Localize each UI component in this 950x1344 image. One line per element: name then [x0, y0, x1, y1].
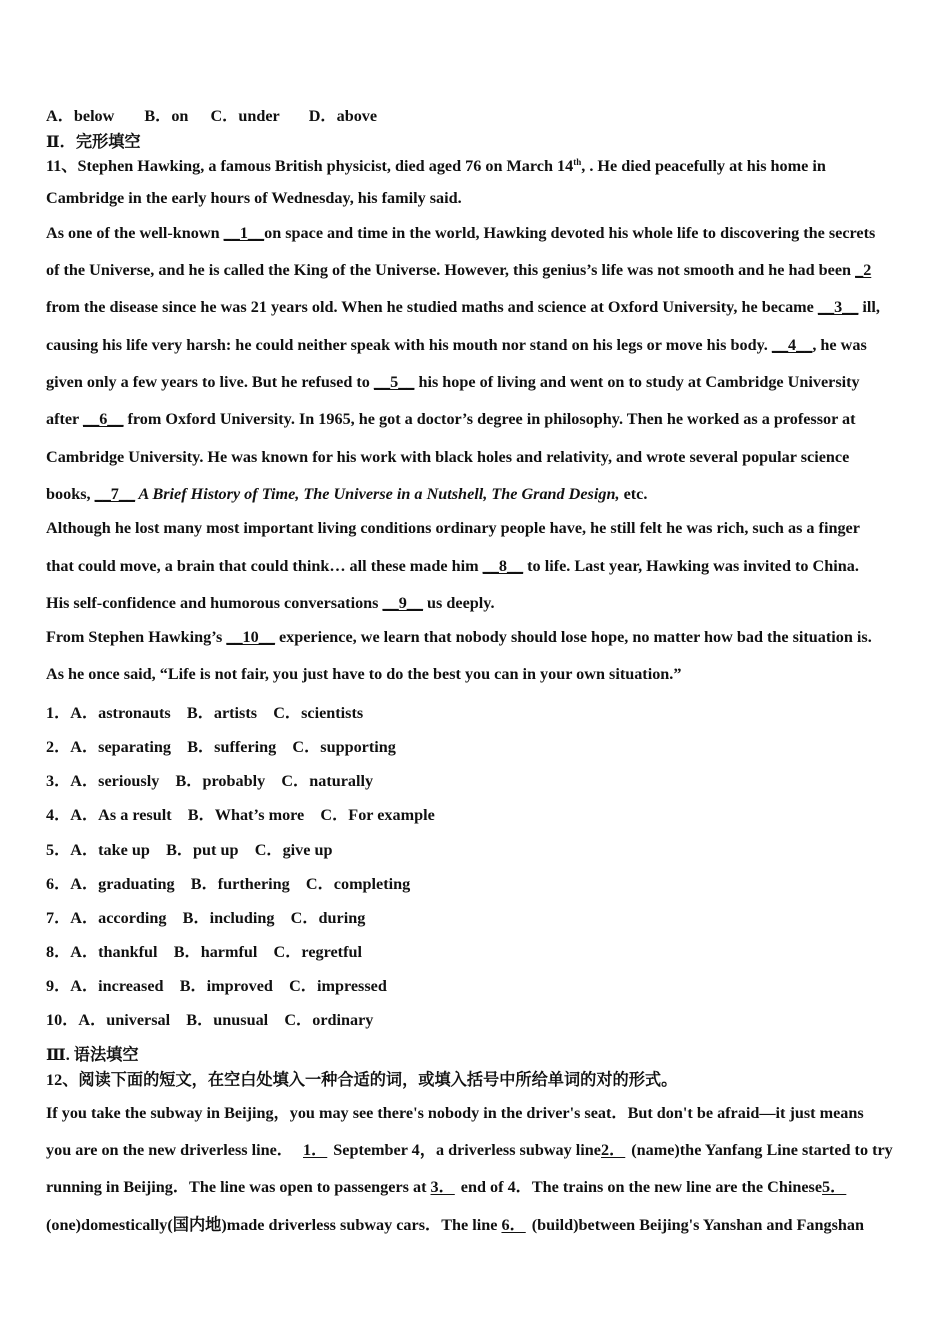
q12-blank-5: 5．: [822, 1178, 847, 1196]
option-c: C．under: [210, 107, 280, 125]
q12-passage-line: (one)domestically(国内地)made driverless subway cars．The line 6． (build)between Beijing's Yanshan and Fangshan: [46, 1216, 864, 1234]
blank-7: __7__: [94, 485, 136, 503]
passage-line: From Stephen Hawking’s __10__ experience, we learn that nobody should lose hope, no matter how bad the situation is.: [46, 628, 872, 646]
blank-8: __8__: [482, 557, 524, 575]
passage-line: As he once said, “Life is not fair, you just have to do the best you can in your own situation.”: [46, 665, 682, 683]
book-titles: A Brief History of Time, The Universe in a Nutshell, The Grand Design,: [135, 485, 620, 503]
blank-2: _2: [855, 261, 872, 279]
option-row-3: 3．A．seriously B．probably C．naturally: [46, 772, 374, 790]
blank-6: __6__: [83, 410, 124, 428]
passage-line: that could move, a brain that could think… all these made him __8__ to life. Last year, Hawking was invited to China.: [46, 557, 859, 575]
q12-blank-1: 1．: [303, 1141, 328, 1159]
option-row-10: 10．A．universal B．unusual C．ordinary: [46, 1011, 374, 1029]
section-3-heading: Ⅲ. 语法填空: [46, 1046, 139, 1064]
option-row-8: 8．A．thankful B．harmful C．regretful: [46, 943, 362, 961]
blank-1: __1__: [223, 224, 265, 242]
section-2-heading: Ⅱ．完形填空: [46, 133, 141, 151]
passage-line: causing his life very harsh: he could neither speak with his mouth nor stand on his legs or move his body. __4__, he was: [46, 336, 867, 354]
option-row-1: 1．A．astronauts B．artists C．scientists: [46, 704, 364, 722]
option-d: D．above: [308, 107, 378, 125]
passage-line: given only a few years to live. But he refused to __5__ his hope of living and went on to study at Cambridge University: [46, 373, 860, 391]
option-b: B．on: [144, 107, 189, 125]
blank-3: __3__: [817, 298, 859, 316]
passage-line: books, __7__ A Brief History of Time, The Universe in a Nutshell, The Grand Design, etc.: [46, 485, 648, 503]
option-row-9: 9．A．increased B．improved C．impressed: [46, 977, 387, 995]
q12-instructions: 12、阅读下面的短文，在空白处填入一种合适的词，或填入括号中所给单词的对的形式。: [46, 1071, 678, 1089]
option-row-5: 5．A．take up B．put up C．give up: [46, 841, 333, 859]
blank-10: __10__: [226, 628, 275, 646]
passage-line: from the disease since he was 21 years old. When he studied maths and science at Oxford University, he became __3__ ill,: [46, 298, 880, 316]
q11-intro-line1: 11、Stephen Hawking, a famous British physicist, died aged 76 on March 14th, . He died peacefully at his home in: [46, 157, 826, 175]
q12-passage-line: If you take the subway in Beijing，you may see there's nobody in the driver's seat．But don't be afraid—it just means: [46, 1104, 864, 1122]
q11-intro-line2: Cambridge in the early hours of Wednesday, his family said.: [46, 189, 462, 207]
passage-line: Although he lost many most important living conditions ordinary people have, he still felt he was rich, such as a finger: [46, 519, 860, 537]
option-row-4: 4．A．As a result B．What’s more C．For example: [46, 806, 435, 824]
q12-blank-2: 2．: [600, 1141, 626, 1159]
blank-4: __4__: [771, 336, 813, 354]
q12-passage-line: running in Beijing．The line was open to passengers at 3． end of 4．The trains on the new line are the Chinese5．: [46, 1178, 847, 1196]
option-a: A．below: [46, 107, 115, 125]
q12-passage-line: you are on the new driverless line． 1． September 4，a driverless subway line2． (name)the Yanfang Line started to try: [46, 1141, 893, 1159]
option-row-6: 6．A．graduating B．furthering C．completing: [46, 875, 411, 893]
passage-line: of the Universe, and he is called the King of the Universe. However, this genius’s life was not smooth and he had been _2: [46, 261, 872, 279]
q12-blank-3: 3．: [430, 1178, 455, 1196]
option-row-2: 2．A．separating B．suffering C．supporting: [46, 738, 396, 756]
blank-9: __9__: [382, 594, 423, 612]
passage-line: Cambridge University. He was known for his work with black holes and relativity, and wrote several popular science: [46, 448, 850, 466]
blank-5: __5__: [373, 373, 415, 391]
passage-line: As one of the well-known __1__on space and time in the world, Hawking devoted his whole life to discovering the secrets: [46, 224, 876, 242]
q10-options-row: [46, 102, 377, 126]
option-row-7: 7．A．according B．including C．during: [46, 909, 366, 927]
passage-line: after __6__ from Oxford University. In 1965, he got a doctor’s degree in philosophy. Then he worked as a professor at: [46, 410, 856, 428]
passage-line: His self-confidence and humorous conversations __9__ us deeply.: [46, 594, 495, 612]
q12-blank-6: 6．: [501, 1216, 526, 1234]
